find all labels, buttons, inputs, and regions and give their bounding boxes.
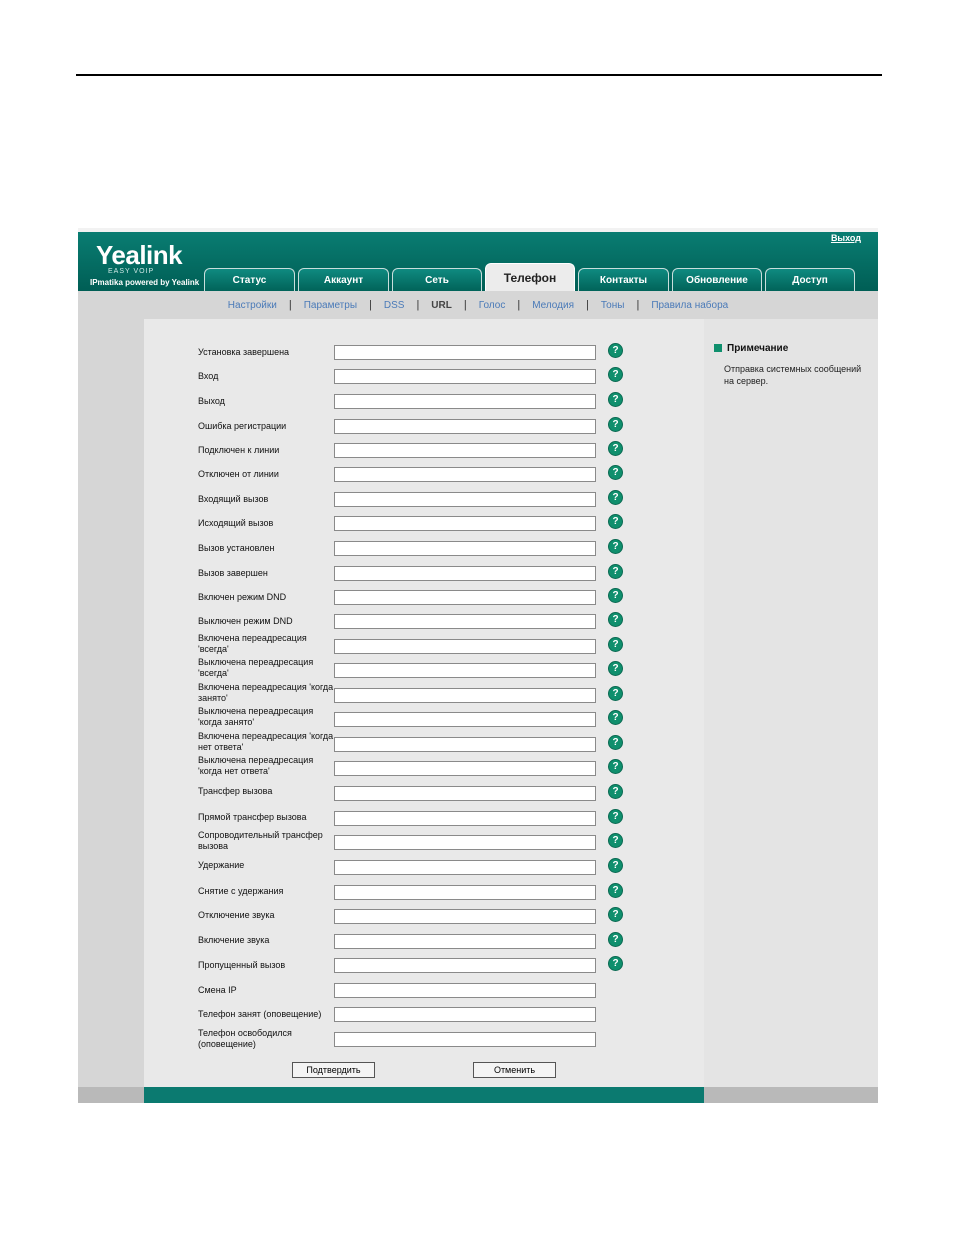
- note-title-text: Примечание: [727, 343, 789, 354]
- note-title: [714, 343, 788, 354]
- tab-upgrade[interactable]: Обновление: [672, 268, 762, 292]
- help-icon[interactable]: ?: [608, 539, 623, 554]
- field-label: Включена переадресация 'когда нет ответа': [198, 731, 334, 752]
- field-label: Трансфер вызова: [198, 786, 273, 796]
- form-row: [198, 657, 678, 681]
- help-icon[interactable]: ?: [608, 465, 623, 480]
- form-row: [198, 633, 678, 657]
- form-row: [198, 465, 678, 485]
- note-icon: [714, 344, 722, 352]
- field-label: Снятие с удержания: [198, 886, 284, 896]
- help-icon[interactable]: ?: [608, 809, 623, 824]
- help-icon[interactable]: ?: [608, 588, 623, 603]
- unmute-input[interactable]: [334, 934, 596, 949]
- busy-fwd-off-input[interactable]: [334, 712, 596, 727]
- field-label: Вход: [198, 371, 219, 381]
- help-icon[interactable]: ?: [608, 612, 623, 627]
- field-label: Выключена переадресация 'когда нет ответа': [198, 755, 314, 776]
- field-label: Вызов завершен: [198, 568, 268, 578]
- form-row: [198, 367, 678, 387]
- no-answer-fwd-on-input[interactable]: [334, 737, 596, 752]
- setup-completed-input[interactable]: [334, 345, 596, 360]
- field-label: Вызов установлен: [198, 543, 275, 553]
- tab-account[interactable]: Аккаунт: [298, 268, 389, 292]
- help-icon[interactable]: ?: [608, 343, 623, 358]
- subnav-ring[interactable]: Мелодия: [532, 299, 574, 311]
- note-body: Отправка системных сообщений на сервер.: [724, 364, 862, 386]
- subnav-tones[interactable]: Тоны: [600, 299, 625, 311]
- help-icon[interactable]: ?: [608, 883, 623, 898]
- help-icon[interactable]: ?: [608, 956, 623, 971]
- field-label: Включена переадресация 'когда занято': [198, 682, 334, 703]
- tab-phone[interactable]: Телефон: [485, 263, 575, 291]
- call-established-input[interactable]: [334, 541, 596, 556]
- field-label: Отключен от линии: [198, 469, 279, 479]
- form-row: [198, 784, 678, 804]
- footer-left: [78, 1087, 144, 1103]
- attended-transfer-input[interactable]: [334, 835, 596, 850]
- always-fwd-on-input[interactable]: [334, 639, 596, 654]
- logout-link[interactable]: Выход: [830, 233, 861, 243]
- missed-call-input[interactable]: [334, 958, 596, 973]
- blind-transfer-input[interactable]: [334, 811, 596, 826]
- subnav-separator: |: [416, 299, 420, 311]
- field-label: Сопроводительный трансфер вызова: [198, 830, 323, 851]
- subnav-separator: |: [517, 299, 521, 311]
- form-row: [198, 706, 678, 730]
- field-label: Удержание: [198, 860, 245, 870]
- help-icon[interactable]: ?: [608, 710, 623, 725]
- ip-change-input[interactable]: [334, 983, 596, 998]
- field-label: Выключена переадресация 'когда занято': [198, 706, 314, 727]
- field-label: Включен режим DND: [198, 592, 287, 602]
- dnd-off-input[interactable]: [334, 614, 596, 629]
- help-icon[interactable]: ?: [608, 392, 623, 407]
- confirm-button[interactable]: Подтвердить: [292, 1062, 375, 1078]
- help-icon[interactable]: ?: [608, 441, 623, 456]
- help-icon[interactable]: ?: [608, 637, 623, 652]
- phone-web-ui: [78, 228, 878, 1103]
- help-icon[interactable]: ?: [608, 686, 623, 701]
- tab-contacts[interactable]: Контакты: [578, 268, 669, 292]
- subnav-dss[interactable]: DSS: [383, 299, 405, 311]
- transfer-call-input[interactable]: [334, 786, 596, 801]
- idle-notify-input[interactable]: [334, 1032, 596, 1047]
- log-on-input[interactable]: [334, 369, 596, 384]
- incoming-call-input[interactable]: [334, 492, 596, 507]
- header: [78, 228, 878, 291]
- help-icon[interactable]: ?: [608, 417, 623, 432]
- help-icon[interactable]: ?: [608, 932, 623, 947]
- help-icon[interactable]: ?: [608, 564, 623, 579]
- field-label: Ошибка регистрации: [198, 421, 287, 431]
- field-label: Исходящий вызов: [198, 518, 274, 528]
- busy-notify-input[interactable]: [334, 1007, 596, 1022]
- page-top-rule: [76, 74, 882, 76]
- form-row: [198, 490, 678, 510]
- help-icon[interactable]: ?: [608, 514, 623, 529]
- field-label: Включена переадресация 'всегда': [198, 633, 307, 654]
- form-row: [198, 883, 678, 903]
- on-hook-input[interactable]: [334, 467, 596, 482]
- form-row: [198, 1030, 678, 1050]
- field-label: Пропущенный вызов: [198, 960, 286, 970]
- help-icon[interactable]: ?: [608, 833, 623, 848]
- cancel-button[interactable]: Отменить: [473, 1062, 556, 1078]
- field-label: Прямой трансфер вызова: [198, 812, 307, 822]
- form-row: [198, 514, 678, 534]
- form-row: [198, 932, 678, 952]
- url-form: [144, 319, 704, 1087]
- field-label: Выключен режим DND: [198, 616, 293, 626]
- help-icon[interactable]: ?: [608, 735, 623, 750]
- field-label: Включение звука: [198, 935, 270, 945]
- subnav-voice[interactable]: Голос: [478, 299, 506, 311]
- call-terminated-input[interactable]: [334, 566, 596, 581]
- brand-logo: Yealink: [96, 240, 183, 270]
- help-icon[interactable]: ?: [608, 367, 623, 382]
- always-fwd-off-input[interactable]: [334, 663, 596, 678]
- form-row: [198, 755, 678, 779]
- subnav-dial-plan[interactable]: Правила набора: [651, 299, 729, 311]
- help-icon[interactable]: ?: [608, 661, 623, 676]
- log-off-input[interactable]: [334, 394, 596, 409]
- field-label: Выход: [198, 396, 225, 406]
- help-icon[interactable]: ?: [608, 490, 623, 505]
- form-row: [198, 956, 678, 976]
- field-label: Телефон освободился (оповещение): [198, 1028, 292, 1049]
- off-hook-input[interactable]: [334, 443, 596, 458]
- form-row: [198, 1005, 678, 1025]
- help-icon[interactable]: ?: [608, 858, 623, 873]
- subnav-separator: |: [288, 299, 292, 311]
- main-tabs: [204, 266, 855, 291]
- form-row: [198, 682, 678, 706]
- form-row: [198, 588, 678, 608]
- form-row: [198, 907, 678, 927]
- form-row: [198, 417, 678, 437]
- form-row: [198, 858, 678, 878]
- subnav-separator: |: [463, 299, 467, 311]
- help-icon[interactable]: ?: [608, 784, 623, 799]
- note-panel: [704, 319, 878, 1087]
- field-label: Смена IP: [198, 985, 237, 995]
- field-label: Подключен к линии: [198, 445, 280, 455]
- form-row: [198, 343, 678, 363]
- form-row: [198, 830, 678, 853]
- form-row: [198, 731, 678, 755]
- mute-input[interactable]: [334, 909, 596, 924]
- outgoing-call-input[interactable]: [334, 516, 596, 531]
- field-label: Входящий вызов: [198, 494, 269, 504]
- form-row: [198, 564, 678, 584]
- field-label: Отключение звука: [198, 910, 275, 920]
- field-label: Выключена переадресация 'всегда': [198, 657, 314, 678]
- form-row: [198, 809, 678, 829]
- subnav-features[interactable]: Параметры: [303, 299, 358, 311]
- no-answer-fwd-off-input[interactable]: [334, 761, 596, 776]
- form-row: [198, 981, 678, 1001]
- header-top-band: [78, 228, 878, 232]
- hold-input[interactable]: [334, 860, 596, 875]
- form-row: [198, 392, 678, 412]
- unhold-input[interactable]: [334, 885, 596, 900]
- brand-tagline: IPmatika powered by Yealink: [90, 278, 200, 287]
- help-icon[interactable]: ?: [608, 759, 623, 774]
- subnav-separator: |: [636, 299, 640, 311]
- help-icon[interactable]: ?: [608, 907, 623, 922]
- register-failed-input[interactable]: [334, 419, 596, 434]
- subnav-separator: |: [369, 299, 372, 311]
- field-label: Установка завершена: [198, 347, 290, 357]
- footer-right: [704, 1087, 878, 1103]
- form-row: [198, 539, 678, 559]
- tab-status[interactable]: Статус: [204, 268, 295, 292]
- brand-sub: EASY VOIP: [108, 268, 155, 275]
- tab-security[interactable]: Доступ: [765, 268, 855, 292]
- field-label: Телефон занят (оповещение): [198, 1009, 322, 1019]
- busy-fwd-on-input[interactable]: [334, 688, 596, 703]
- footer-bar: [144, 1087, 704, 1103]
- subnav-url[interactable]: URL: [431, 299, 452, 311]
- tab-network[interactable]: Сеть: [392, 268, 482, 292]
- form-row: [198, 441, 678, 461]
- subnav-separator: |: [585, 299, 589, 311]
- form-row: [198, 612, 678, 632]
- subnav-settings[interactable]: Настройки: [227, 299, 277, 311]
- dnd-on-input[interactable]: [334, 590, 596, 605]
- sub-navigation: [78, 291, 878, 319]
